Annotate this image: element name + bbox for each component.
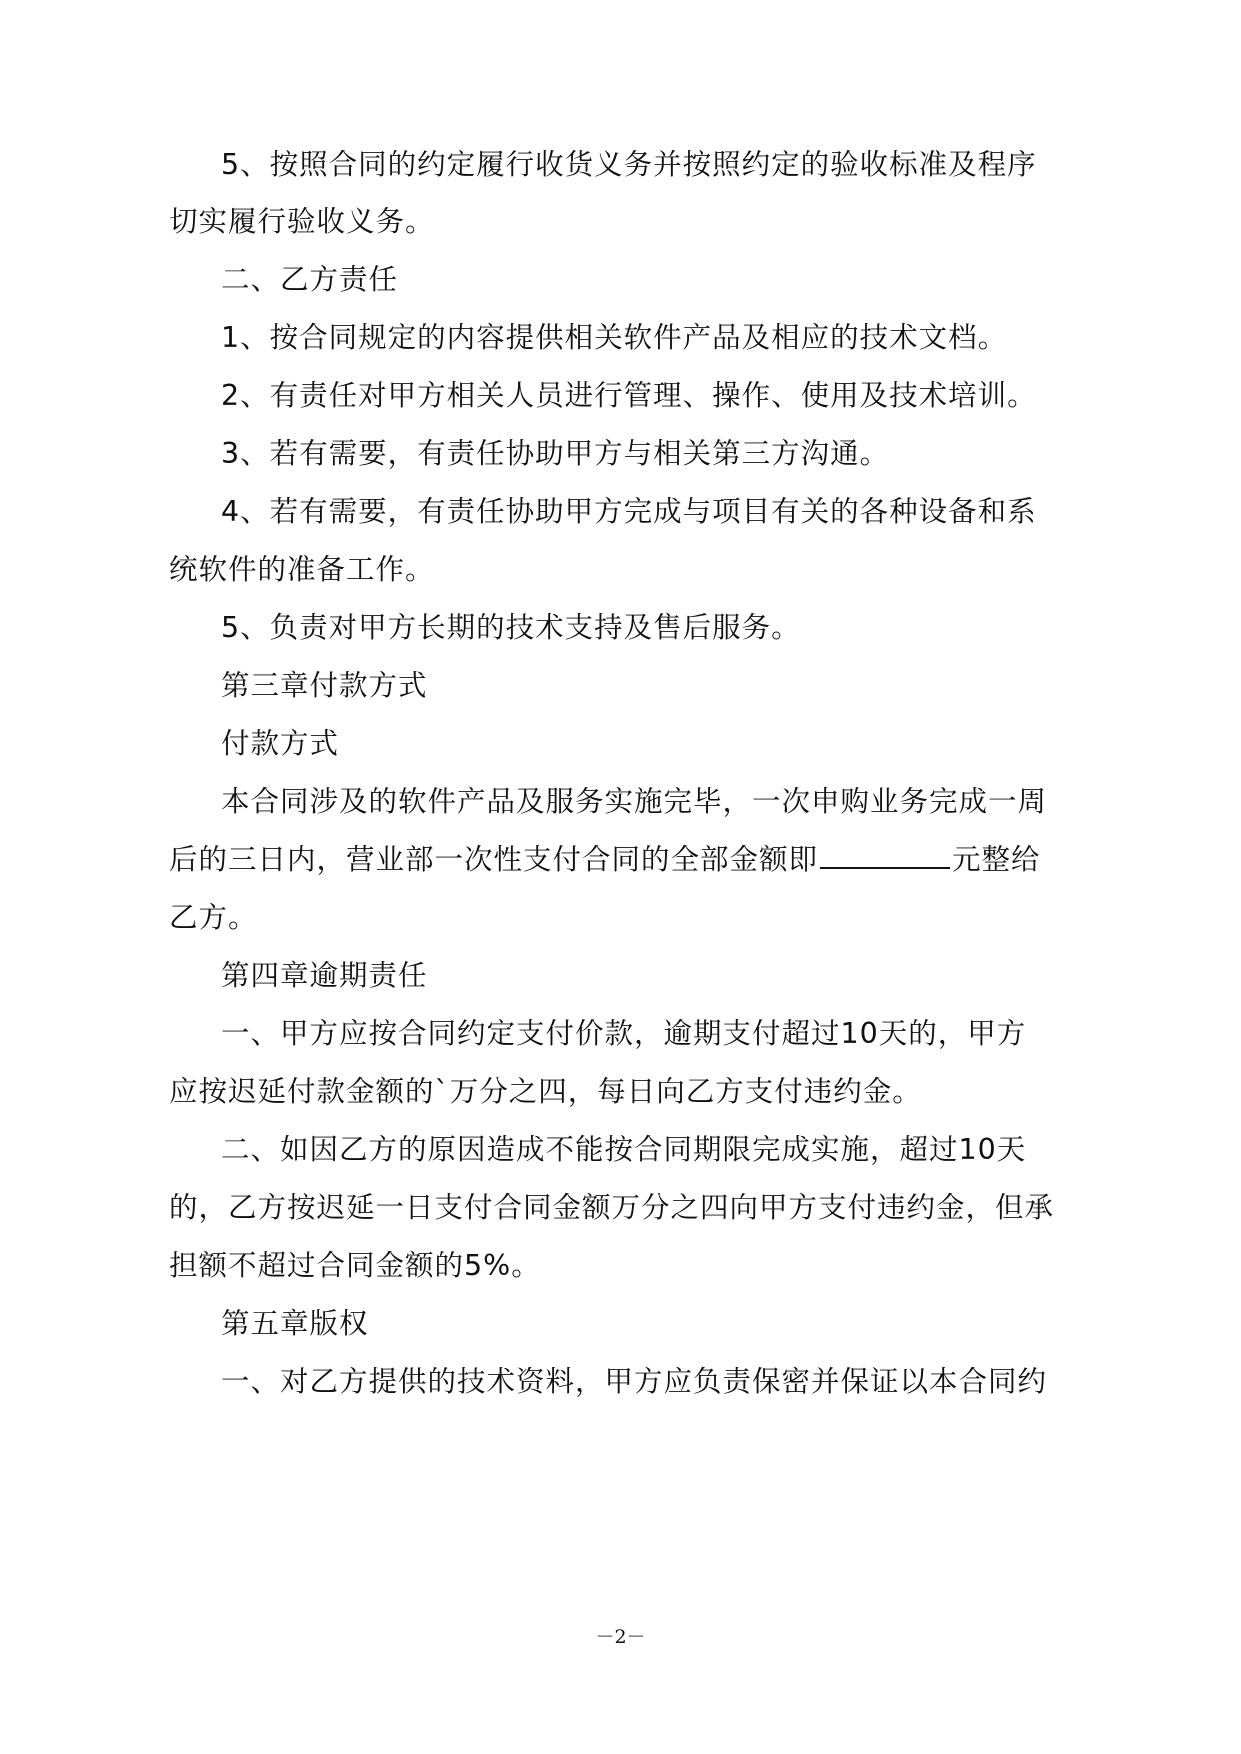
paragraph-line: 一、甲方应按合同约定支付价款，逾期支付超过10天的，甲方 bbox=[221, 1017, 1027, 1050]
paragraph-line: 5、负责对甲方长期的技术支持及售后服务。 bbox=[221, 611, 801, 644]
paragraph-line: 4、若有需要，有责任协助甲方完成与项目有关的各种设备和系 bbox=[221, 495, 1037, 528]
chapter-heading: 第四章逾期责任 bbox=[221, 959, 428, 992]
paragraph-line: 切实履行验收义务。 bbox=[169, 205, 435, 238]
paragraph-line: 应按迟延付款金额的`万分之四，每日向乙方支付违约金。 bbox=[169, 1075, 922, 1108]
paragraph-text: 后的三日内，营业部一次性支付合同的全部金额即 bbox=[169, 843, 819, 876]
paragraph-text: 元整给 bbox=[952, 843, 1041, 876]
paragraph-line: 二、如因乙方的原因造成不能按合同期限完成实施，超过10天 bbox=[221, 1133, 1027, 1166]
amount-blank bbox=[820, 841, 950, 869]
paragraph-line: 乙方。 bbox=[169, 901, 258, 934]
paragraph-line-with-blank bbox=[169, 840, 1041, 880]
chapter-heading: 第五章版权 bbox=[221, 1307, 369, 1340]
paragraph-line: 2、有责任对甲方相关人员进行管理、操作、使用及技术培训。 bbox=[221, 379, 1037, 412]
paragraph-line: 担额不超过合同金额的5%。 bbox=[169, 1249, 541, 1282]
paragraph-line: 一、对乙方提供的技术资料，甲方应负责保密并保证以本合同约 bbox=[221, 1365, 1048, 1398]
paragraph-line: 统软件的准备工作。 bbox=[169, 553, 435, 586]
paragraph-line: 本合同涉及的软件产品及服务实施完毕，一次申购业务完成一周 bbox=[221, 785, 1048, 818]
section-heading: 二、乙方责任 bbox=[221, 263, 399, 296]
section-heading: 付款方式 bbox=[221, 727, 340, 760]
paragraph-line: 1、按合同规定的内容提供相关软件产品及相应的技术文档。 bbox=[221, 321, 1008, 354]
paragraph-line: 5、按照合同的约定履行收货义务并按照约定的验收标准及程序 bbox=[221, 148, 1037, 181]
paragraph-line: 3、若有需要，有责任协助甲方与相关第三方沟通。 bbox=[221, 437, 890, 470]
paragraph-line: 的，乙方按迟延一日支付合同金额万分之四向甲方支付违约金，但承 bbox=[169, 1191, 1055, 1224]
page-number: －2－ bbox=[595, 1626, 646, 1648]
chapter-heading: 第三章付款方式 bbox=[221, 669, 428, 702]
